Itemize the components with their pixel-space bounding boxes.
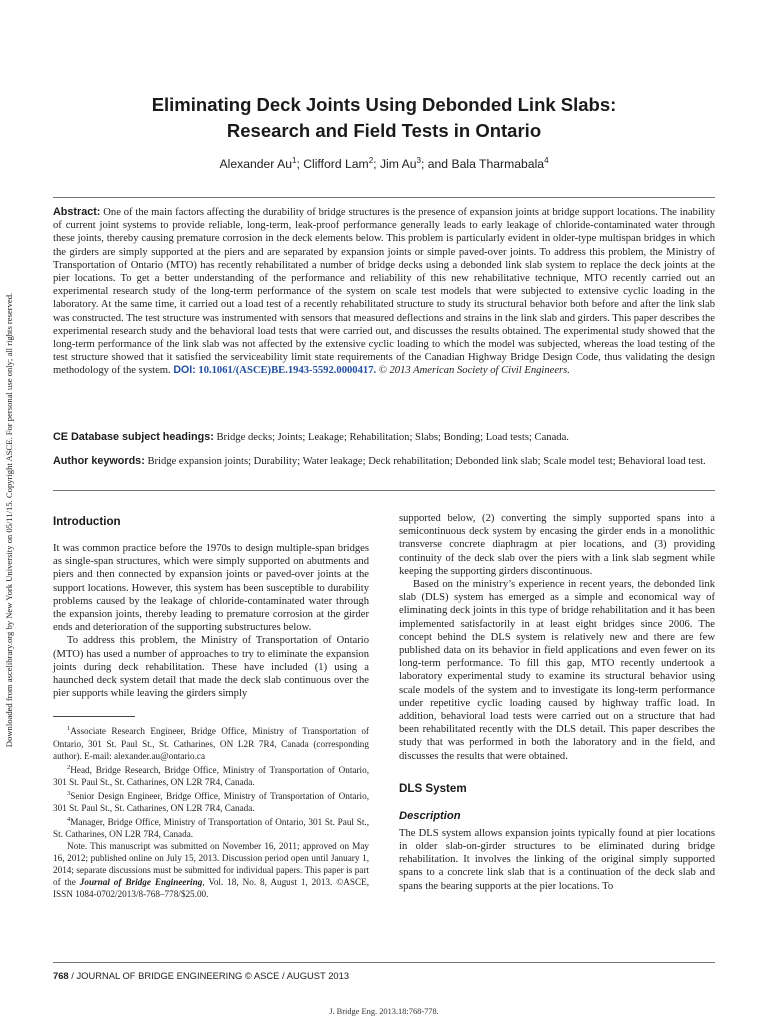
dls-system-heading: DLS System [399, 781, 467, 795]
author-separator: ; [296, 157, 304, 172]
author-affiliation-mark: 1 [291, 156, 297, 165]
author-name: Bala Tharmabala [451, 157, 545, 172]
footnote-mark: 1 [67, 725, 71, 733]
abstract-top-rule [53, 197, 715, 198]
right-column [399, 512, 715, 893]
footnote-text: Head, Bridge Research, Bridge Office, Ministry of Transportation of Ontario, 301 St. Paul St., St. Catharines, ON L2R 7R4, Canada. [53, 764, 369, 787]
author-keywords [53, 455, 715, 468]
submission-note-text: Note. This manuscript was submitted on November 16, 2011; approved on May 16, 2012; published online on July 15, 2013. Discussion period open until January 1, 2014; separate discussions must be submitted for individual papers. This paper is part of the [53, 840, 369, 887]
author-affiliation-mark: 2 [368, 156, 374, 165]
footnote-text: Associate Research Engineer, Bridge Office, Ministry of Transportation of Ontario, 301 St. Paul St., St. Catharines, ON L2R 7R4, Canada (corresponding author). E-mail: alexander.au@ontario.ca [53, 726, 369, 761]
abstract-bottom-rule [53, 490, 715, 491]
abstract [53, 206, 715, 378]
introduction-heading: Introduction [53, 515, 121, 528]
footnote-mark: 2 [67, 763, 71, 771]
footnote-rule [53, 716, 135, 717]
description-heading: Description [399, 809, 461, 822]
author-affiliation-mark: 4 [544, 156, 549, 165]
author-separator: ; [373, 157, 380, 172]
introduction-paragraph: It was common practice before the 1970s to design multiple-span bridges as single-span structures, which were simply supported on abutments and piers and then connected by expansion joints or paved-over joints at the support locations. However, this system has been susceptible to durability problems caused by the leakage of chloride-contaminated water through the expansion joints, thereby leading to premature corrosion at the girder ends and deterioration of the supporting substructures below. [53, 543, 369, 634]
body-paragraph: supported below, (2) converting the simply supported spans into a semicontinuous deck system by encasing the girder ends in a monolithic transverse concrete diaphragm at pier locations, and (3) providing continuity of the deck slab over the piers with a link slab segment while keeping the supporting girders discontinuous. [399, 513, 715, 577]
submission-note-text: , Vol. 18, No. 8, August 1, 2013. ©ASCE, ISSN 1084-0702/2013/8-768–778/$25.00. [53, 876, 369, 899]
citation-line: J. Bridge Eng. 2013.18:768-778. [329, 1007, 439, 1016]
author-affiliation-mark: 3 [416, 156, 421, 165]
subject-headings [53, 431, 715, 444]
abstract-text: One of the main factors affecting the durability of bridge structures is the presence of expansion joints at bridge support locations. The inability of current joint systems to provide reliable, long-term, leak-proof performance generally leads to early leakage of chloride-contaminated water through these joints, thereby causing premature corrosion in the deck elements below. This problem is particularly evident in older-type multispan bridges in which the girders are simply supported at the piers and are separated by expansion joints or simple paved-over joints. To address this problem, the Ministry of Transportation of Ontario (MTO) has recently rehabilitated a number of bridge decks using a debonded link slab system to replace the deck joints at the pier locations. To get a better understanding of the performance and reliability of this new rehabilitative technique, MTO recently carried out an experimental research study of the long-term performance of the system on scale test models that were subjected to extensive cyclic loading in the laboratory. At the same time, it carried out a load test of a recently rehabilitated structure to study its structural behavior both before and after the link slab was constructed. The test structure was instrumented with sensors that measured deflections and strains in the link slab and girders. This paper describes the experimental research study and the behavioral load tests that were carried out, and discusses the results obtained. The experimental study showed that the long-term performance of the link slab was not affected by the extensive cyclic loading to which the model was subjected, whereas the load testing of the test structure showed that it satisfied the serviceability limit state requirements of the Canadian Highway Bridge Design Code, thus validating the design methodology of the system. [53, 207, 716, 377]
subject-headings-label: CE Database subject headings: [53, 431, 214, 443]
title-line-2: Research and Field Tests in Ontario [226, 120, 542, 141]
body-paragraph: Based on the ministry’s experience in recent years, the debonded link slab (DLS) system has emerged as a simple and economical way of eliminating deck joints in this type of bridge rehabilitation and it has been implemented satisfactorily in at least eight bridges since 2006. The concept behind the DLS system is relatively new and there are few published data on its behavior in field applications and even fewer on its long-term performance. To fill this gap, MTO recently undertook a laboratory experimental study to examine its structural behavior using scale models of the system and to investigate its long-term performance under repetitive cyclic loading caused by highway traffic load. In addition, behavioral load tests were carried out on a structure that had been rehabilitated recently with the DLS detail. This paper describes the study that was performed in both the laboratory and in the field, and discusses the results that were obtained. [399, 579, 715, 762]
footer-rule [53, 962, 715, 963]
author-name: Alexander Au [219, 157, 292, 172]
introduction-paragraph: To address this problem, the Ministry of Transportation of Ontario (MTO) has used a number of approaches to try to eliminate the expansion joints during deck rehabilitation. These have included (1) using a haunched deck system detail that made the deck slab continuous over the pier supports while leaving the girders simply [53, 635, 369, 700]
download-notice [2, 210, 16, 830]
author-name: Clifford Lam [303, 157, 369, 172]
footnote [53, 723, 369, 761]
paper-title [60, 92, 708, 144]
title-line-1: Eliminating Deck Joints Using Debonded Link Slabs: [151, 94, 617, 115]
page-footer [53, 970, 349, 981]
journal-name: Journal of Bridge Engineering [79, 876, 203, 887]
journal-footer-text: / JOURNAL OF BRIDGE ENGINEERING © ASCE / AUGUST 2013 [68, 970, 350, 981]
download-notice-text: Downloaded from ascelibrary.org by New York University on 05/11/15. Copyright ASCE. For personal use only; all rights reserved. [4, 292, 14, 748]
footnote-mark: 4 [67, 815, 71, 823]
footnote [53, 788, 369, 814]
page-number: 768 [53, 970, 69, 981]
footnote-text: Manager, Bridge Office, Ministry of Transportation of Ontario, 301 St. Paul St., St. Catharines, ON L2R 7R4, Canada. [53, 816, 369, 839]
footnote-text: Senior Design Engineer, Bridge Office, Ministry of Transportation of Ontario, 301 St. Paul St., St. Catharines, ON L2R 7R4, Canada. [53, 790, 369, 813]
author-name: Jim Au [379, 157, 417, 172]
body-paragraph: The DLS system allows expansion joints typically found at pier locations in older slab-on-girder structures to be eliminated during bridge rehabilitation. It involves the linking of the original simply supported spans to a concrete link slab that is a continuation of the deck slab and spans the bearing supports at the pier locations. To [399, 827, 715, 892]
left-column [53, 512, 369, 900]
footnote [53, 762, 369, 788]
author-keywords-label: Author keywords: [53, 455, 145, 467]
doi-link[interactable]: 10.1061/(ASCE)BE.1943-5592.0000417. [198, 365, 377, 377]
copyright-notice: © 2013 American Society of Civil Engineers. [378, 365, 570, 377]
abstract-label: Abstract: [53, 206, 101, 218]
subject-headings-text: Bridge decks; Joints; Leakage; Rehabilitation; Slabs; Bonding; Load tests; Canada. [216, 432, 569, 443]
author-separator: ; and [420, 157, 452, 172]
footnote [53, 814, 369, 840]
author-list [60, 156, 708, 171]
doi-label: DOI: [173, 364, 196, 377]
author-keywords-text: Bridge expansion joints; Durability; Water leakage; Deck rehabilitation; Debonded link slab; Scale model test; Behavioral load test. [147, 456, 706, 467]
submission-note [53, 840, 369, 900]
footnote-mark: 3 [67, 789, 71, 797]
